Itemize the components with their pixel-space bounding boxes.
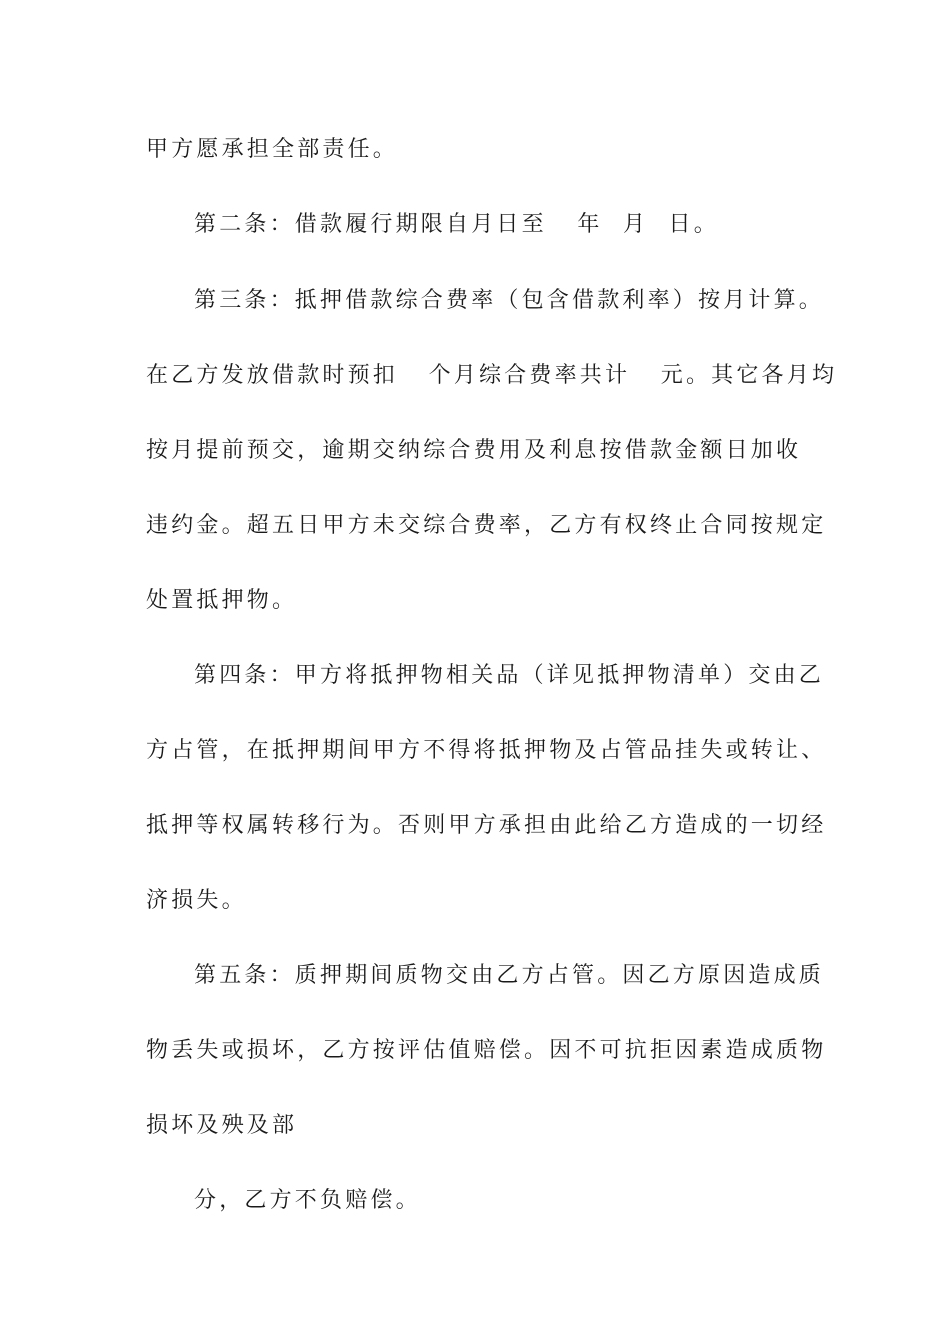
text-line: 在乙方发放借款时预扣 个月综合费率共计 元。其它各月均: [146, 363, 838, 388]
clause-3-line: 第三条：抵押借款综合费率（包含借款利率）按月计算。: [194, 288, 825, 313]
text-line: 违约金。超五日甲方未交综合费率，乙方有权终止合同按规定: [146, 513, 827, 538]
text-line: 抵押等权属转移行为。否则甲方承担由此给乙方造成的一切经: [146, 813, 827, 838]
clause-5-line: 第五条：质押期间质物交由乙方占管。因乙方原因造成质: [194, 963, 825, 988]
text-line: 方占管，在抵押期间甲方不得将抵押物及占管品挂失或转让、: [146, 738, 827, 763]
text-line: 损坏及殃及部: [146, 1113, 298, 1138]
text-line: 按月提前预交，逾期交纳综合费用及利息按借款金额日加收: [146, 438, 802, 463]
clause-2-line: 第二条：借款履行期限自月日至 年 月 日。: [194, 212, 719, 237]
clause-4-line: 第四条：甲方将抵押物相关品（详见抵押物清单）交由乙: [194, 663, 825, 688]
text-line: 处置抵押物。: [146, 588, 298, 613]
text-line: 分，乙方不负赔偿。: [194, 1188, 421, 1213]
text-line: 济损失。: [146, 888, 247, 913]
text-line: 物丢失或损坏，乙方按评估值赔偿。因不可抗拒因素造成质物: [146, 1038, 827, 1063]
text-line: 甲方愿承担全部责任。: [146, 137, 399, 162]
